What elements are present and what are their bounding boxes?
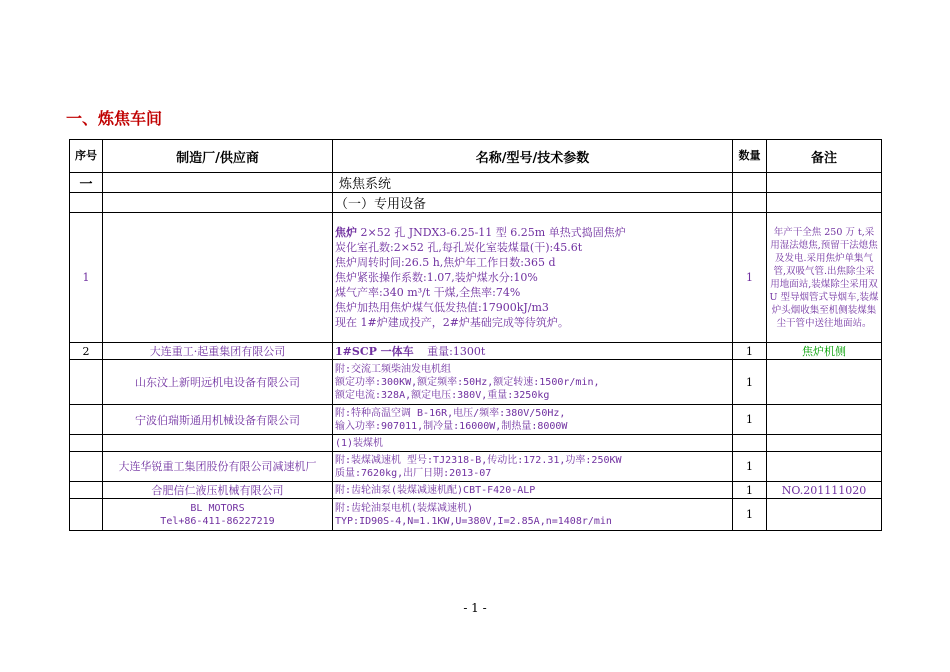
spec-line: 炭化室孔数:2×52 孔,每孔炭化室装煤量(干):45.6t (335, 241, 583, 254)
spec-line: 附:交流工频柴油发电机组 (335, 363, 452, 375)
spec-line: 2×52 孔 JNDX3-6.25-11 型 6.25m 单热式捣固焦炉 (357, 226, 626, 239)
row-spec (333, 213, 733, 343)
table-row (70, 213, 882, 343)
maker-line: Tel+86-411-86227219 (160, 515, 275, 527)
row-qty: 1 (733, 482, 767, 499)
subsection-row (70, 193, 882, 213)
table-row (70, 452, 882, 482)
empty-cell (767, 193, 882, 213)
spec-line: 输入功率:907011,制冷量:16000W,制热量:8000W (335, 420, 568, 432)
header-maker: 制造厂/供应商 (103, 140, 333, 173)
row-spec (333, 499, 733, 531)
empty-cell (70, 193, 103, 213)
table-row (70, 360, 882, 405)
row-qty: 1 (733, 452, 767, 482)
spec-line: 现在 1#炉建成投产，2#炉基础完成等待筑炉。 (335, 316, 569, 329)
maker-line: BL MOTORS (190, 502, 245, 514)
row-remark (767, 435, 882, 452)
spec-line: 焦炉周转时间:26.5 h,焦炉年工作日数:365 d (335, 256, 556, 269)
row-maker: 合肥信仁液压机械有限公司 (103, 482, 333, 499)
row-remark (767, 499, 882, 531)
row-qty: 1 (733, 343, 767, 360)
row-maker: 山东汶上新明远机电设备有限公司 (103, 360, 333, 405)
spec-line: (1)装煤机 (335, 437, 384, 449)
empty-cell (767, 173, 882, 193)
spec-line: 附:齿轮油泵(装煤减速机配)CBT-F420-ALP (335, 484, 536, 496)
header-seq: 序号 (70, 140, 103, 173)
empty-cell (733, 193, 767, 213)
row-seq: 1 (70, 213, 103, 343)
spec-line: 煤气产率:340 m³/t 干煤,全焦率:74% (335, 286, 521, 299)
row-remark: 焦炉机侧 (767, 343, 882, 360)
spec-line: TYP:ID90S-4,N=1.1KW,U=380V,I=2.85A,n=1408r/min (335, 515, 612, 527)
row-seq (70, 499, 103, 531)
spec-line: 额定功率:300KW,额定频率:50Hz,额定转速:1500r/min, (335, 376, 600, 388)
table-row (70, 405, 882, 435)
spec-line: 附:装煤减速机 型号:TJ2318-B,传动比:172.31,功率:250KW (335, 454, 622, 466)
spec-line: 质量:7620kg,出厂日期:2013-07 (335, 467, 492, 479)
table-row (70, 499, 882, 531)
spec-title: 焦炉 (335, 226, 357, 239)
header-spec: 名称/型号/技术参数 (333, 140, 733, 173)
spec-title: 1#SCP 一体车 (335, 345, 414, 358)
empty-cell (733, 173, 767, 193)
spec-line: 焦炉紧张操作系数:1.07,装炉煤水分:10% (335, 271, 538, 284)
subsection-name: （一）专用设备 (333, 193, 733, 213)
row-maker: 大连华锐重工集团股份有限公司减速机厂 (103, 452, 333, 482)
row-seq (70, 452, 103, 482)
system-name: 炼焦系统 (333, 173, 733, 193)
row-qty (733, 435, 767, 452)
row-maker (103, 435, 333, 452)
page-number: - 1 - (463, 601, 487, 615)
row-seq (70, 482, 103, 499)
empty-cell (103, 193, 333, 213)
row-maker (103, 213, 333, 343)
header-qty: 数量 (733, 140, 767, 173)
empty-cell (103, 173, 333, 193)
row-spec (333, 435, 733, 452)
table-row (70, 435, 882, 452)
row-qty: 1 (733, 499, 767, 531)
spec-line: 额定电流:328A,额定电压:380V,重量:3250kg (335, 389, 550, 401)
row-spec (333, 343, 733, 360)
row-spec (333, 482, 733, 499)
row-maker: 宁波伯瑞斯通用机械设备有限公司 (103, 405, 333, 435)
row-maker (103, 499, 333, 531)
row-remark (767, 360, 882, 405)
equipment-table (69, 139, 882, 531)
spec-line: 焦炉加热用焦炉煤气低发热值:17900kJ/m3 (335, 301, 549, 314)
header-remark: 备注 (767, 140, 882, 173)
table-row (70, 343, 882, 360)
row-remark (767, 405, 882, 435)
spec-extra: 重量:1300t (427, 345, 486, 358)
system-seq: 一 (70, 173, 103, 193)
row-seq (70, 435, 103, 452)
table-header-row (70, 140, 882, 173)
row-remark (767, 452, 882, 482)
row-seq (70, 360, 103, 405)
row-seq: 2 (70, 343, 103, 360)
system-row (70, 173, 882, 193)
row-seq (70, 405, 103, 435)
spec-line: 附:特种高温空调 B-16R,电压/频率:380V/50Hz, (335, 407, 566, 419)
table-row (70, 482, 882, 499)
row-qty: 1 (733, 213, 767, 343)
section-title: 一、炼焦车间 (66, 109, 163, 128)
spec-line: 附:齿轮油泵电机(装煤减速机) (335, 502, 474, 514)
row-spec (333, 452, 733, 482)
row-spec (333, 405, 733, 435)
row-spec (333, 360, 733, 405)
row-remark: 年产干全焦 250 万 t,采用湿法熄焦,预留干法熄焦及发电.采用焦炉单集气管,双吸气管.出焦除尘采用地面站,装煤除尘采用双 U 型导烟管式导烟车,装煤炉头烟收集至机侧装煤集尘干管中送往地面站。 (767, 213, 882, 343)
row-maker: 大连重工·起重集团有限公司 (103, 343, 333, 360)
row-qty: 1 (733, 360, 767, 405)
row-remark: NO.201111020 (767, 482, 882, 499)
row-qty: 1 (733, 405, 767, 435)
